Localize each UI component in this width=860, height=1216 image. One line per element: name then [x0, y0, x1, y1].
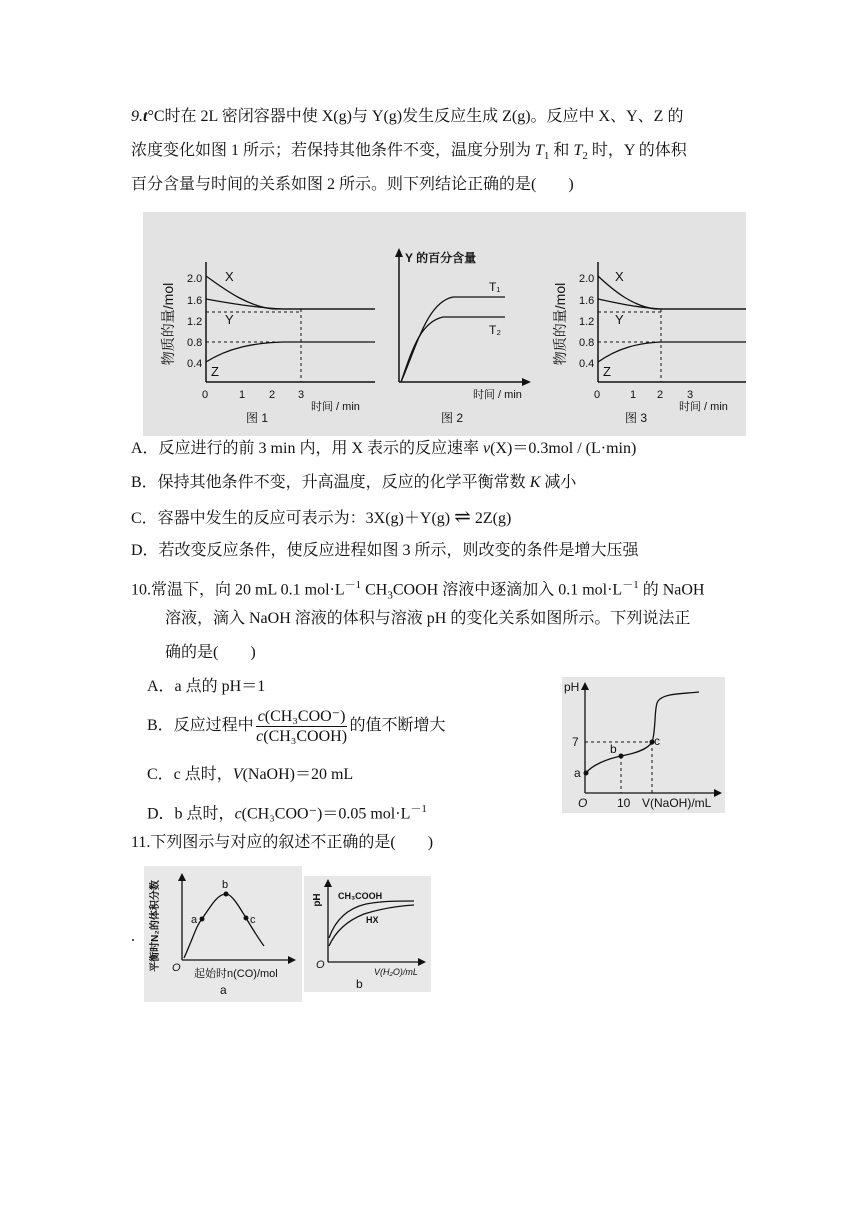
- fig3-caption: 图 3: [625, 411, 648, 425]
- q10-label-b: b: [610, 742, 617, 756]
- fig3-curve-y: [598, 299, 746, 309]
- q9-line-2: 浓度变化如图 1 所示；若保持其他条件不变，温度分别为 $T_1$ 和 $T_2$ 时，Y 的体积: [131, 142, 687, 163]
- fig2-xlabel: 时间 / min: [473, 389, 522, 401]
- q10-origin: O: [578, 796, 588, 810]
- q11-figure-a: [144, 866, 302, 1002]
- fig2-title: Y 的百分含量: [405, 251, 477, 265]
- fig2-label-t2: T₂: [489, 323, 501, 337]
- q10-xtick-10: 10: [617, 796, 631, 810]
- fig3-xtick-2: 2: [657, 389, 664, 401]
- q11-figure-a-svg: [144, 866, 302, 1002]
- fig3-ytick-4: 0.4: [579, 358, 595, 370]
- fig1-x-origin: 0: [202, 389, 209, 401]
- q10-ytick-7: 7: [572, 735, 579, 749]
- q11a-point-a: [200, 917, 205, 922]
- figure-2: [395, 248, 531, 425]
- q11b-caption: b: [356, 977, 363, 991]
- q11-dot: .: [131, 928, 135, 945]
- fig1-caption: 图 1: [246, 411, 269, 425]
- fig3-ytick-1: 1.6: [579, 295, 595, 307]
- figure-3: [552, 262, 746, 425]
- q9-figures-svg: [143, 212, 746, 436]
- fig1-label-y: Y: [225, 312, 234, 327]
- q9-option-b: B．保持其他条件不变，升高温度，反应的化学平衡常数 K 减小: [131, 474, 577, 491]
- q10-line-2: 溶液，滴入 NaOH 溶液的体积与溶液 pH 的变化关系如图所示。下列说法正: [165, 610, 691, 627]
- fig1-ytick-4: 0.4: [187, 358, 203, 370]
- q10-line-3: 确的是( ): [165, 644, 256, 661]
- q11a-label-c: c: [250, 914, 256, 926]
- fig1-label-x: X: [225, 269, 234, 284]
- q11b-label-ch3cooh: CH₃COOH: [338, 891, 383, 901]
- fig2-y-arrow: [395, 248, 403, 257]
- q11a-ylabel: 平衡时N₂的体积分数: [150, 880, 161, 972]
- fig2-label-t1: T₁: [489, 280, 501, 294]
- fig1-xtick-2: 2: [269, 389, 276, 401]
- q9-option-d: D．若改变反应条件，使反应进程如图 3 所示，则改变的条件是增大压强: [131, 542, 639, 559]
- fig3-curve-z: [598, 342, 746, 362]
- q10-label-a: a: [574, 766, 581, 780]
- fig1-xlabel: 时间 / min: [311, 401, 360, 413]
- q9-figure-strip: [143, 212, 746, 436]
- fig3-ytick-0: 2.0: [579, 273, 595, 285]
- q10-line-1: 10.常温下，向 20 mL 0.1 $mol\cdot L^{-1}$ $CH_3COOH$ 溶液中逐滴加入 0.1 $mol\cdot L^{-1}$ 的 NaOH: [131, 579, 705, 602]
- fig3-ylabel: 物质的量/mol: [552, 282, 568, 366]
- q11a-point-c: [244, 916, 249, 921]
- fig1-ytick-3: 0.8: [187, 337, 203, 349]
- q9-line-3: 百分含量与时间的关系如图 2 所示。则下列结论正确的是( ): [131, 176, 574, 193]
- fig3-ytick-3: 0.8: [579, 337, 595, 349]
- fig3-xtick-3: 3: [687, 389, 694, 401]
- fig2-curve-t1: [401, 297, 505, 382]
- fig1-curve-y: [206, 299, 375, 309]
- q11a-origin: O: [172, 962, 181, 974]
- q10-ph-curve: [586, 692, 699, 773]
- q11a-xlabel: 起始时n(CO)/mol: [194, 968, 278, 980]
- q11b-xlabel: V(H₂O)/mL: [374, 967, 418, 977]
- q10-label-c: c: [654, 734, 660, 748]
- q9-line-1: 9.t°C时在 2L 密闭容器中使 X(g)与 Y(g)发生反应生成 Z(g)。反应中 X、Y、Z 的: [131, 108, 684, 125]
- fig1-ylabel: 物质的量/mol: [160, 282, 176, 366]
- fig2-caption: 图 2: [441, 411, 464, 425]
- fig3-x-origin: 0: [594, 389, 601, 401]
- q9-option-c: C．容器中发生的反应可表示为：3X(g)＋Y(g) ⇌ 2Z(g): [131, 506, 512, 528]
- fig1-label-z: Z: [211, 364, 219, 379]
- q10-chart-svg: [562, 677, 725, 813]
- q11b-y-arrow: [324, 879, 332, 887]
- fig1-ytick-2: 1.2: [187, 316, 203, 328]
- fig1-ytick-0: 2.0: [187, 273, 203, 285]
- q10-x-arrow: [714, 789, 722, 797]
- q11-line-1: 11.下列图示与对应的叙述不正确的是( ): [131, 834, 434, 851]
- q10-option-c: C．c 点时，V(NaOH)＝20 mL: [147, 766, 354, 783]
- fig3-label-y: Y: [615, 312, 624, 327]
- q10-option-d: D．b 点时，c(CH₃COO⁻)＝0.05 $mol\cdot L^{-1}$: [147, 803, 427, 823]
- fig1-ytick-1: 1.6: [187, 295, 203, 307]
- q9-option-a: A．反应进行的前 3 min 内，用 X 表示的反应速率 v(X)＝0.3mol / (L·min): [131, 440, 637, 457]
- q11a-caption: a: [220, 983, 227, 997]
- q11a-label-a: a: [191, 914, 198, 926]
- fig2-x-arrow: [522, 378, 531, 386]
- fig3-xtick-1: 1: [630, 389, 637, 401]
- q10-option-a: A．a 点的 pH＝1: [147, 678, 266, 695]
- q11a-curve: [184, 894, 264, 958]
- fig3-label-z: Z: [603, 364, 611, 379]
- ratio-fraction: $\frac{\text{c(CH₃COO⁻)}}{\text{c(CH₃COOH)}}$: [256, 707, 348, 745]
- q11a-label-b: b: [222, 879, 229, 891]
- q10-xlabel: V(NaOH)/mL: [642, 796, 712, 810]
- q11a-y-arrow: [178, 873, 186, 881]
- q11-figure-b-svg: [304, 876, 431, 992]
- figure-1: [160, 262, 375, 425]
- q11b-x-arrow: [418, 958, 426, 966]
- q11b-origin: O: [316, 959, 325, 971]
- fig1-xtick-1: 1: [239, 389, 246, 401]
- q10-titration-chart: [562, 677, 725, 813]
- q10-ylabel: pH: [564, 680, 580, 694]
- q11a-point-b: [224, 892, 229, 897]
- fig1-curve-z: [206, 342, 375, 362]
- q11a-x-arrow: [288, 956, 296, 964]
- q10-y-arrow: [581, 682, 589, 690]
- q11b-label-hx: HX: [366, 915, 379, 925]
- q11b-ylabel: pH: [312, 893, 323, 907]
- q10-point-b: [619, 754, 624, 759]
- fig3-xlabel: 时间 / min: [679, 401, 728, 413]
- q11-figure-b: [304, 876, 431, 992]
- q10-point-a: [584, 771, 589, 776]
- q10-option-b: B．反应过程中 $\frac{\text{c(CH₃COO⁻)}}{\text{c(CH₃COOH)}}$ 的值不断增大: [147, 707, 446, 745]
- fig1-xtick-3: 3: [298, 389, 305, 401]
- fig3-ytick-2: 1.2: [579, 316, 595, 328]
- fig3-label-x: X: [615, 269, 624, 284]
- q11b-curve-hx: [329, 905, 414, 946]
